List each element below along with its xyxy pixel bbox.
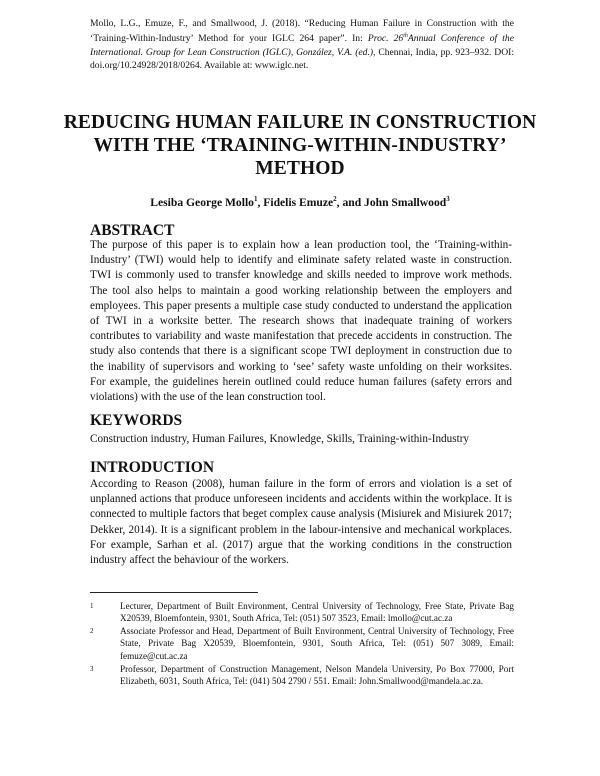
author: Lesiba George Mollo$^1$,	[150, 195, 264, 209]
keywords-heading: KEYWORDS	[90, 412, 183, 429]
citation-location: Chennai, India, pp. 923–932. DOI: doi.org/10.24928/2018/0264. Available at: www.iglc.net.	[90, 46, 514, 71]
author: John Smallwood$^3$	[364, 195, 450, 209]
citation-proc: Proc. 26thAnnual Conference of the International. Group for Lean Construction (IGLC), González, V.A. (ed.),	[90, 33, 514, 58]
footnote-1	[90, 600, 514, 625]
footnote-number: 1	[90, 602, 94, 610]
footnote-text: Lecturer, Department of Built Environment, Central University of Technology, Free State, Private Bag X20539, Bloemfontein, 9301, South Africa, Tel: (051) 507 3523, Email: lmollo@cut.ac.za	[120, 601, 514, 624]
footnote-2	[90, 625, 514, 662]
footnote-number: 2	[90, 627, 94, 635]
paper-title: REDUCING HUMAN FAILURE IN CONSTRUCTION WITH THE ‘TRAINING-WITHIN-INDUSTRY’ METHOD	[63, 112, 537, 179]
abstract-heading: ABSTRACT	[90, 222, 175, 239]
citation-header	[90, 17, 514, 72]
footnote-3	[90, 663, 514, 688]
citation-text: Mollo, L.G., Emuze, F., and Smallwood, J. (2018). “Reducing Human Failure in Construction with the ‘Training-Within-Industry’ Method for your IGLC 264 paper”. In:	[90, 18, 514, 45]
footnote-divider	[90, 592, 258, 593]
abstract-text: The purpose of this paper is to explain how a lean production tool, the ‘Training-within-Industry’ (TWI) would help to identify and eliminate safety related waste in construction. TWI is commonly used to transfer knowledge and skills needed to improve work methods. The tool also helps to maintain a good working relationship between the employers and employees. This paper presents a multiple case study conducted to understand the application of TWI in a worksite better. The research shows that inadequate training of workers contributes to variability and waste manifestation that precede accidents in construction. The study also contends that there is a significant scope TWI deployment in construction due to the inability of supervisors and working to ‘see’ safety waste unfolding on their worksites. For example, the guidelines herein outlined could reduce human failures (safety errors and violations) with the use of the lean construction tool.	[90, 239, 512, 404]
footnote-text: Associate Professor and Head, Department of Built Environment, Central University of Technology, Free State, Private Bag X20539, Bloemfontein, 9301, South Africa, Tel: (051) 507 3089, Email: femuze@cut.ac.za	[120, 626, 514, 661]
introduction-text: According to Reason (2008), human failure in the form of errors and violation is a set of unplanned actions that produce unforeseen incidents and accidents within the workplace. It is connected to multiple factors that beget complex cause analysis (Misiurek and Misiurek 2017; Dekker, 2014). It is a significant problem in the labour-intensive and mechanical workplaces. For example, Sarhan et al. (2017) argue that the working conditions in the construction industry affect the behaviour of the workers.	[90, 478, 512, 567]
footnote-text: Professor, Department of Construction Management, Nelson Mandela University, Po Box 77000, Port Elizabeth, 6031, South Africa, Tel: (041) 504 2790 / 551. Email: John.Smallwood@mandela.ac.za.	[120, 664, 514, 687]
author-list	[60, 195, 540, 209]
introduction-heading: INTRODUCTION	[90, 459, 215, 476]
author: Fidelis Emuze$^2$, and	[263, 195, 365, 209]
footnote-number: 3	[90, 665, 94, 673]
keywords-text: Construction industry, Human Failures, Knowledge, Skills, Training-within-Industry	[90, 433, 470, 445]
